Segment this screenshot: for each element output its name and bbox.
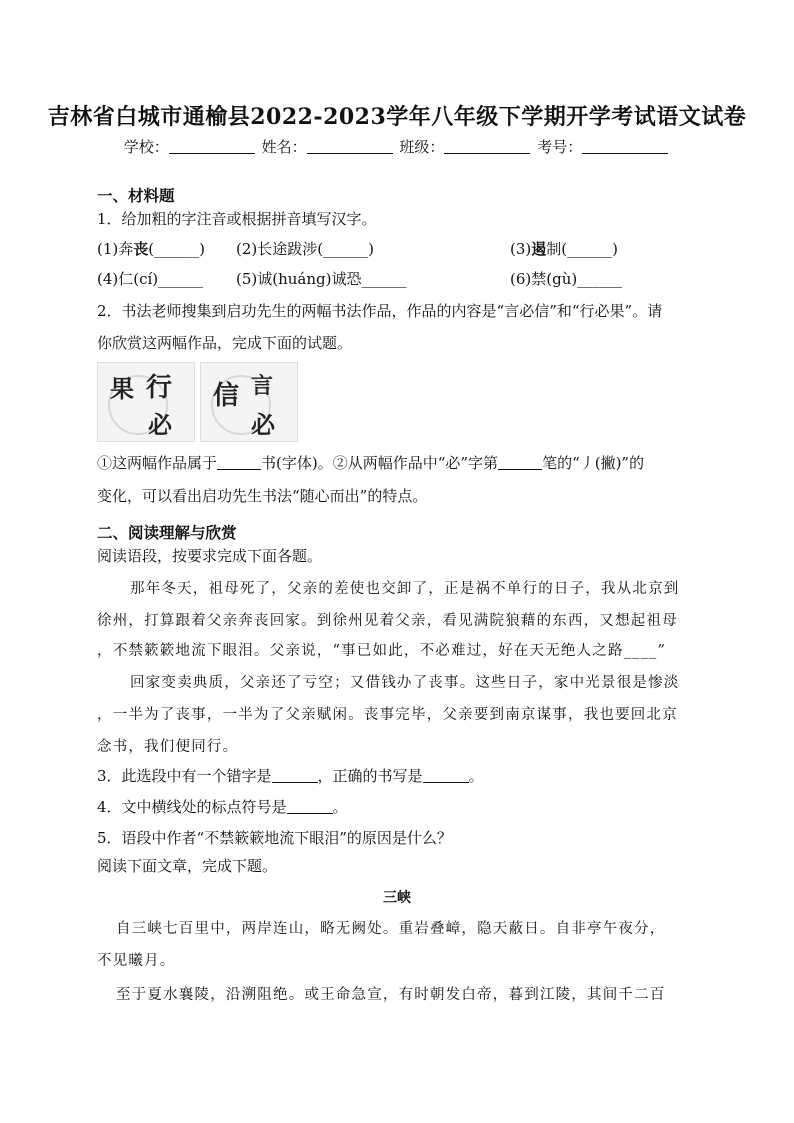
q1-item-1-bold: 丧 — [133, 240, 149, 258]
school-label: 学校： — [123, 138, 169, 156]
q2-stroke-blank[interactable] — [498, 455, 542, 470]
q1-item-1-blank: (______) — [148, 240, 205, 258]
passage-line-4: 回家变卖典质，父亲还了亏空；又借钱办了丧事。这些日子，家中光景很是惨淡 — [130, 675, 680, 691]
question-4 — [97, 796, 348, 817]
question-2-sub-line2: 变化，可以看出启功先生书法“随心而出”的特点。 — [97, 487, 428, 505]
question-2-line2: 你欣赏这两幅作品，完成下面的试题。 — [97, 334, 353, 352]
calligraphy-artwork-1 — [97, 362, 195, 442]
passage-line-6: 念书，我们便同行。 — [97, 739, 239, 755]
artwork2-glyph-1: 信 — [213, 381, 240, 411]
artwork1-glyph-1: 果 — [110, 374, 134, 403]
question-2-line1: 2．书法老师搜集到启功先生的两幅书法作品，作品的内容是“言必信”和“行必果”。请 — [97, 302, 663, 320]
q1-item-3-bold: 遏 — [531, 240, 547, 258]
q1-item-1 — [97, 238, 205, 259]
q1-item-2: (2)长途跋涉(______) — [236, 240, 374, 258]
exam-title: 吉林省白城市通榆县2022-2023学年八年级下学期开学考试语文试卷 — [47, 104, 747, 130]
calligraphy-artwork-2 — [200, 362, 298, 442]
q1-item-5: (5)诚(huáng)诚恐______ — [236, 270, 407, 288]
exam-number-label: 考号： — [537, 138, 583, 156]
article-line-3: 至于夏水襄陵，沿溯阻绝。或王命急宣，有时朝发白帝，暮到江陵，其间千二百 — [116, 987, 666, 1003]
q2-sub-text-b: 书(字体)。②从两幅作品中“必”字第 — [261, 454, 499, 472]
q2-sub-text-c: 笔的“丿(撇)”的 — [542, 454, 645, 472]
q4-text-b: 。 — [332, 798, 348, 816]
section2-heading: 二、阅读理解与欣赏 — [97, 523, 237, 542]
q3-text-c: 。 — [468, 767, 484, 785]
q1-item-3-num: (3) — [510, 240, 532, 258]
exam-number-blank[interactable] — [582, 139, 668, 154]
artwork1-glyph-3: 必 — [148, 410, 172, 439]
q3-correct-char-blank[interactable] — [423, 768, 469, 783]
artwork2-glyph-3: 必 — [251, 410, 275, 439]
question-3 — [97, 765, 484, 786]
question-2-sub-line1 — [97, 452, 644, 473]
q2-sub-text-a: ①这两幅作品属于 — [97, 454, 218, 472]
q1-item-3 — [510, 238, 618, 259]
article-line-1: 自三峡七百里中，两岸连山，略无阙处。重岩叠嶂，隐天蔽日。自非亭午夜分， — [116, 921, 666, 937]
question-1: 1．给加粗的字注音或根据拼音填写汉字。 — [97, 210, 377, 228]
q2-font-blank[interactable] — [217, 455, 261, 470]
q3-text-a: 3．此选段中有一个错字是 — [97, 767, 272, 785]
q1-item-3-rest: 制(______) — [546, 240, 618, 258]
section1-heading: 一、材料题 — [97, 186, 175, 205]
artwork2-glyph-2: 言 — [251, 373, 274, 399]
reading-intro: 阅读语段，按要求完成下面各题。 — [97, 547, 323, 565]
artwork1-glyph-2: 行 — [146, 373, 173, 403]
question-5: 5．语段中作者“不禁簌簌地流下眼泪”的原因是什么？ — [97, 829, 452, 847]
q1-item-1-text: (1)奔 — [97, 240, 134, 258]
name-blank[interactable] — [307, 139, 393, 154]
passage-line-1: 那年冬天，祖母死了，父亲的差使也交卸了，正是祸不单行的日子，我从北京到 — [130, 581, 680, 597]
passage-line-3: ，不禁簌簌地流下眼泪。父亲说，“事已如此，不必难过，好在天无绝人之路____” — [97, 643, 667, 659]
q4-punctuation-blank[interactable] — [287, 799, 333, 814]
article-title: 三峡 — [383, 890, 411, 906]
q1-item-6: (6)禁(gù)______ — [510, 270, 623, 288]
student-info-line — [0, 136, 794, 157]
class-blank[interactable] — [444, 139, 530, 154]
q1-item-4: (4)仁(cí)______ — [97, 270, 204, 288]
school-blank[interactable] — [169, 139, 255, 154]
name-label: 姓名： — [261, 138, 307, 156]
reading-intro-2: 阅读下面文章，完成下题。 — [97, 857, 278, 875]
article-line-2: 不见曦月。 — [97, 953, 176, 969]
q3-text-b: ，正确的书写是 — [317, 767, 423, 785]
q3-wrong-char-blank[interactable] — [272, 768, 318, 783]
q4-text-a: 4．文中横线处的标点符号是 — [97, 798, 287, 816]
passage-line-5: ，一半为了丧事，一半为了父亲赋闲。丧事完毕，父亲要到南京谋事，我也要回北京 — [97, 707, 678, 723]
passage-line-2: 徐州，打算跟着父亲奔丧回家。到徐州见着父亲，看见满院狼藉的东西，又想起祖母 — [97, 613, 678, 629]
class-label: 班级： — [399, 138, 445, 156]
